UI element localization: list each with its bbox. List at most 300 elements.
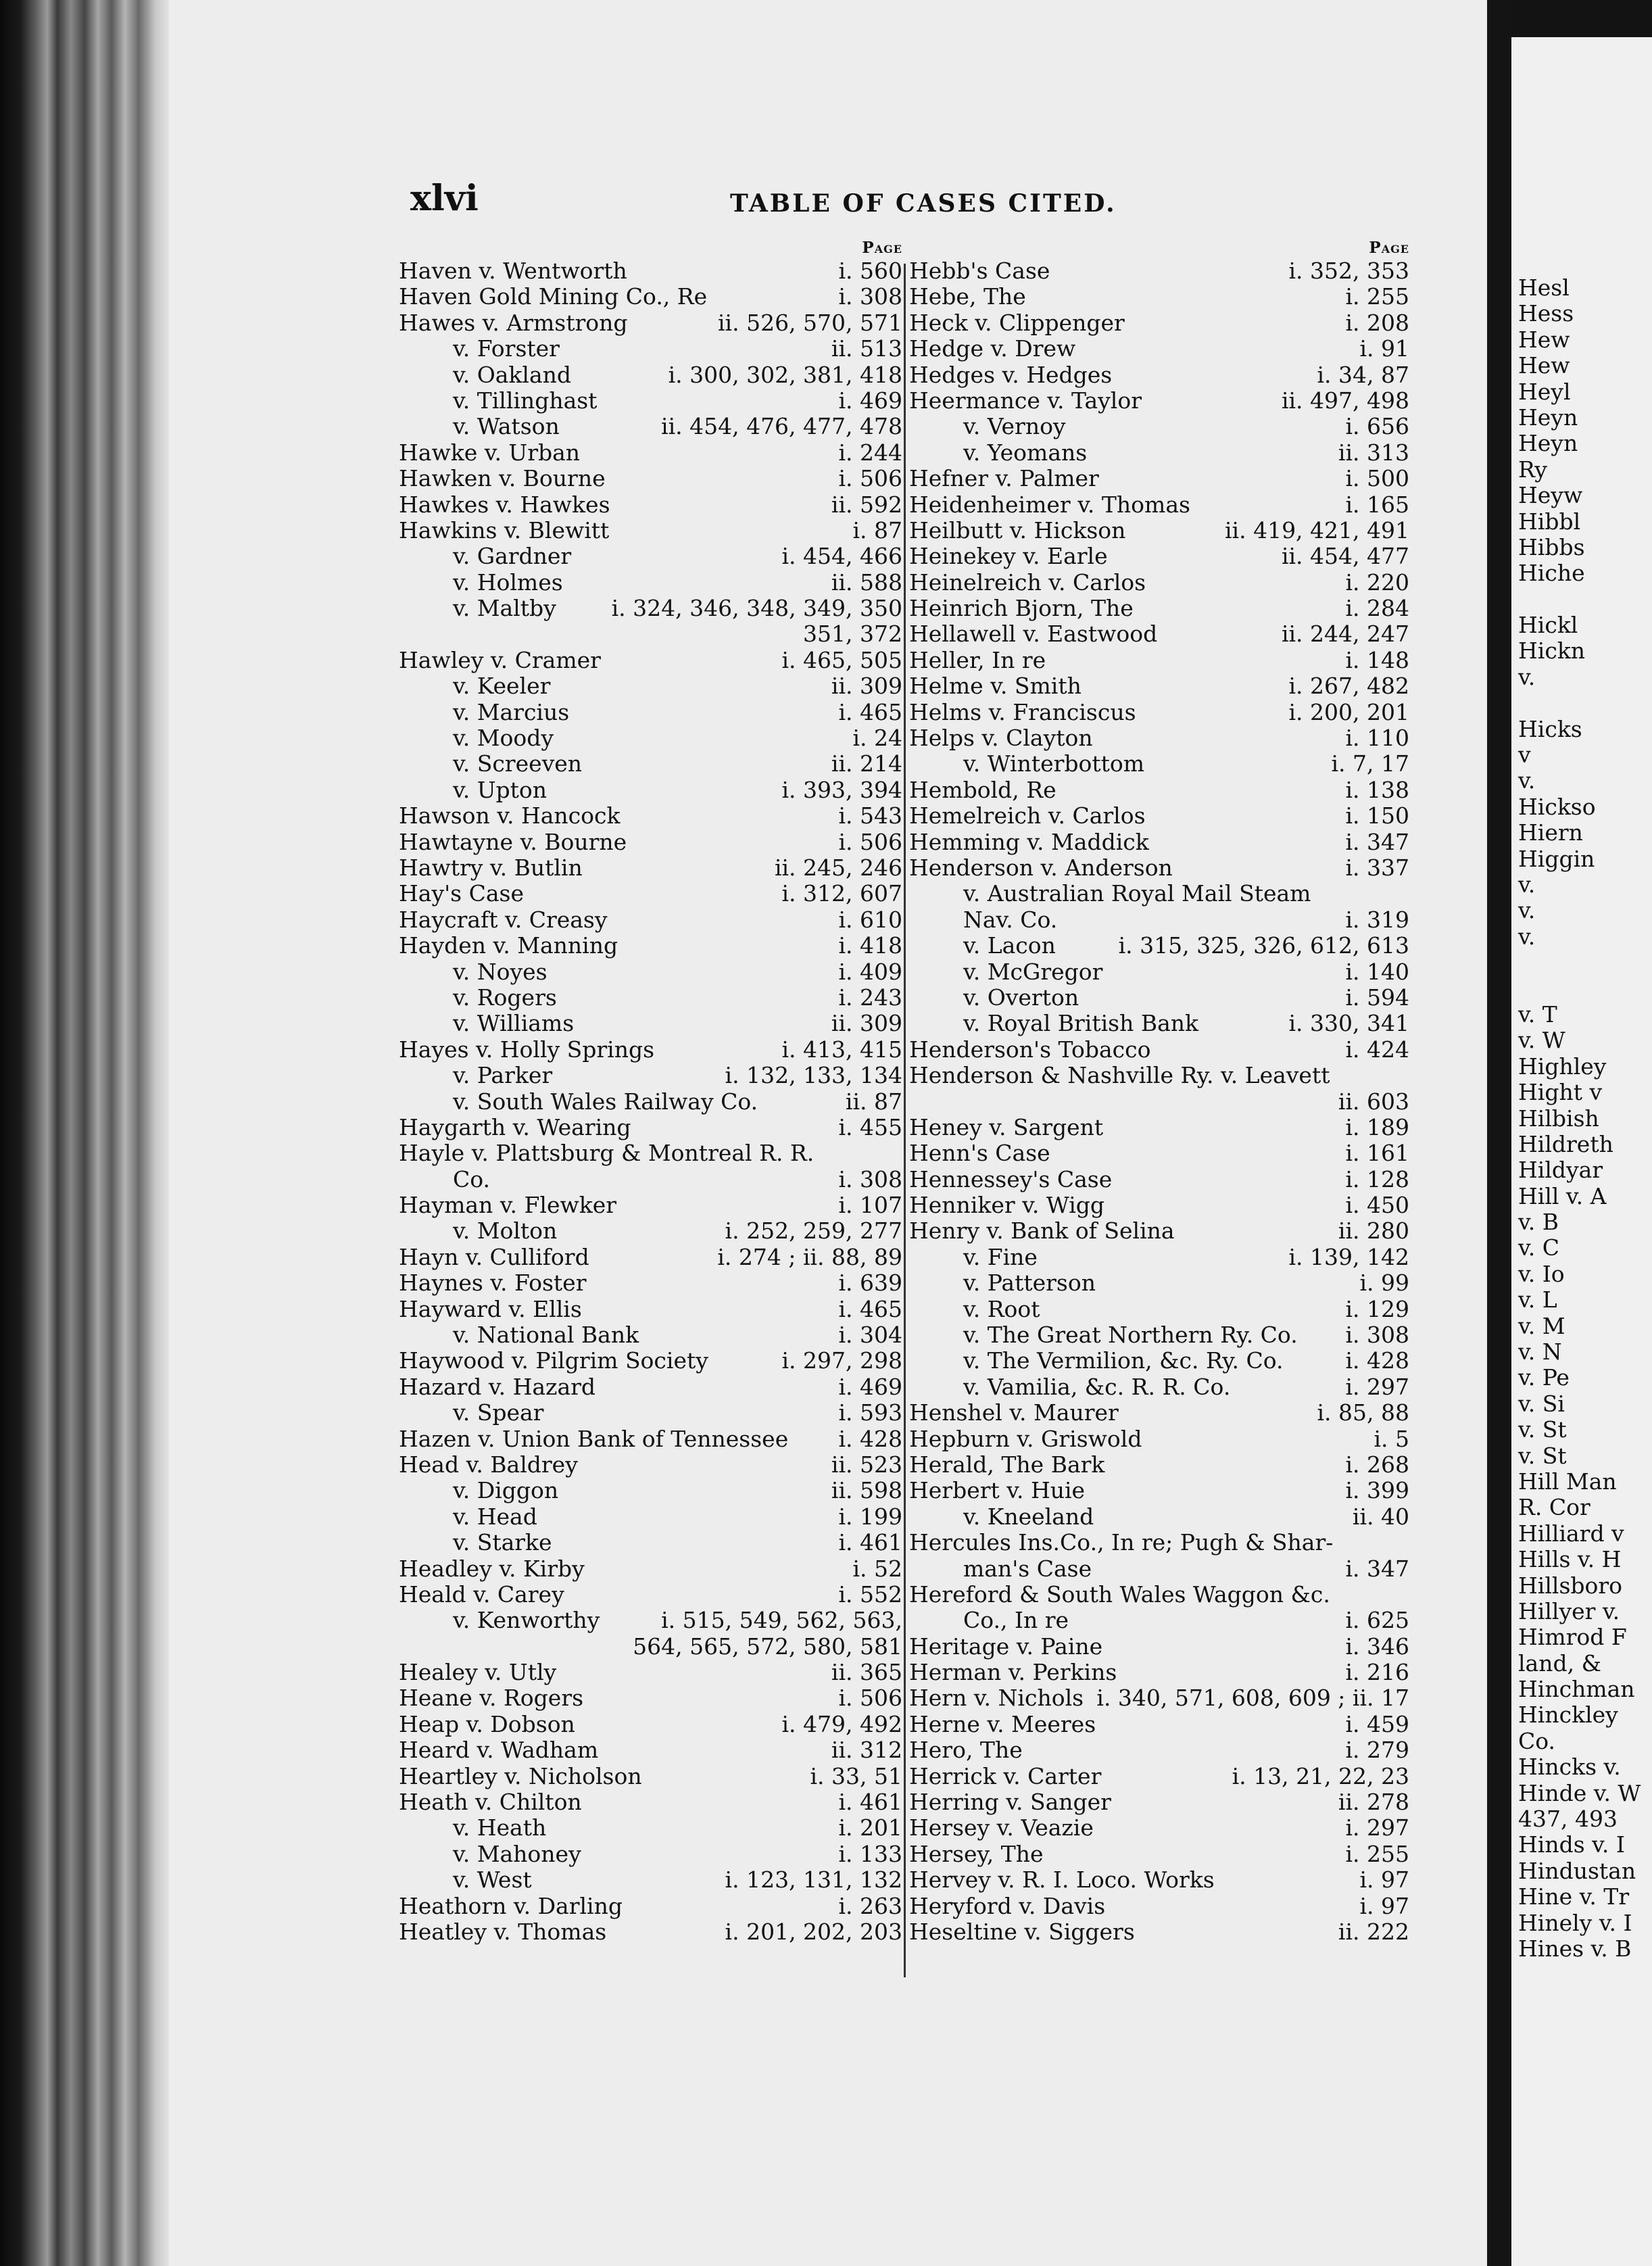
case-entry — [399, 1867, 902, 1893]
case-pages: i. 267, 482 — [1288, 673, 1409, 700]
next-page-fragment-line: Hibbs — [1518, 533, 1585, 560]
next-page-fragment-line: Hight v — [1518, 1079, 1603, 1106]
next-page-fragment-line: Hines v. B — [1518, 1935, 1632, 1962]
case-pages: i. 352, 353 — [1288, 258, 1409, 284]
case-pages: i. 91 — [1359, 335, 1409, 362]
case-pages: i. 297, 298 — [781, 1347, 902, 1374]
case-pages: ii. 523 — [831, 1451, 902, 1478]
case-name: Hembold, Re — [909, 776, 1056, 803]
case-pages: i. 347 — [1345, 828, 1409, 855]
case-entry — [909, 1089, 1409, 1115]
case-pages: ii. 603 — [1338, 1088, 1409, 1115]
case-pages: ii. 278 — [1338, 1789, 1409, 1816]
case-entry — [399, 1660, 902, 1685]
case-name: Hereford & South Wales Waggon &c. — [909, 1581, 1330, 1608]
next-page-fragment-line: Hiche — [1518, 560, 1585, 587]
case-name: v. McGregor — [963, 958, 1103, 985]
case-name: v. Keeler — [453, 673, 551, 700]
case-pages: i. 308 — [838, 283, 902, 310]
case-name: Hedges v. Hedges — [909, 361, 1113, 388]
case-entry — [909, 1737, 1409, 1763]
case-name: v. Watson — [453, 413, 560, 440]
case-name: Hedge v. Drew — [909, 335, 1076, 362]
case-name: Heatley v. Thomas — [399, 1919, 607, 1945]
case-entry — [399, 1374, 902, 1400]
case-entry — [399, 1192, 902, 1218]
case-name: Hawtayne v. Bourne — [399, 828, 627, 855]
case-pages: i. 274 ; ii. 88, 89 — [717, 1243, 902, 1270]
next-page-fragment-line: v. Io — [1518, 1260, 1565, 1287]
case-name: man's Case — [963, 1555, 1092, 1582]
case-pages: i. 216 — [1345, 1659, 1409, 1686]
case-name: v. Root — [963, 1295, 1040, 1322]
next-page-fragment-line: Hinchman — [1518, 1676, 1635, 1703]
next-page-fragment-line: Ry — [1518, 456, 1547, 483]
case-pages: i. 201, 202, 203 — [725, 1919, 902, 1945]
case-pages: ii. 365 — [831, 1659, 902, 1686]
case-entry — [909, 1478, 1409, 1503]
next-page-fragment-line: Hickl — [1518, 612, 1578, 639]
case-entry — [909, 985, 1409, 1011]
case-name: v. Noyes — [453, 958, 548, 985]
case-entry — [399, 1712, 902, 1737]
case-entry — [909, 933, 1409, 959]
next-page-fragment-line: v. — [1518, 767, 1536, 794]
next-page-fragment-line: Hicks — [1518, 715, 1582, 742]
case-name: v. Head — [453, 1503, 537, 1530]
case-pages: i. 315, 325, 326, 612, 613 — [1118, 932, 1409, 959]
case-name: Hay's Case — [399, 880, 524, 907]
case-entry — [399, 1245, 902, 1270]
case-name: v. Gardner — [453, 543, 572, 570]
case-entry — [909, 725, 1409, 751]
case-entry — [399, 1218, 902, 1244]
case-entry — [909, 570, 1409, 596]
case-name: Heseltine v. Siggers — [909, 1919, 1135, 1945]
case-name: v. Forster — [453, 335, 560, 362]
book-spine-edge — [0, 0, 169, 2266]
case-entry — [909, 1400, 1409, 1426]
case-entry — [909, 855, 1409, 881]
case-entry — [909, 777, 1409, 803]
case-entry — [909, 907, 1409, 933]
next-page-fragment-line: v. N — [1518, 1339, 1562, 1366]
case-entry — [399, 284, 902, 310]
case-pages: i. 252, 259, 277 — [725, 1218, 902, 1245]
case-name: v. Holmes — [453, 569, 563, 596]
next-page-fragment-line: Hess — [1518, 300, 1574, 327]
case-name: v. Moody — [453, 725, 554, 752]
case-name: Heilbutt v. Hickson — [909, 516, 1126, 544]
case-pages: i. 161 — [1345, 1140, 1409, 1167]
next-page-fragment-line: Hickso — [1518, 793, 1596, 820]
case-pages: ii. 454, 477 — [1281, 543, 1409, 570]
case-pages: i. 243 — [838, 984, 902, 1011]
case-name: Heney v. Sargent — [909, 1113, 1104, 1140]
case-entry — [399, 1685, 902, 1711]
case-name: v. Kneeland — [963, 1503, 1094, 1530]
case-name: Herman v. Perkins — [909, 1659, 1117, 1686]
case-pages: i. 132, 133, 134 — [725, 1062, 902, 1089]
case-pages: i. 515, 549, 562, 563, — [661, 1607, 902, 1634]
page-gutter — [1487, 0, 1511, 2266]
case-name: v. Marcius — [453, 698, 570, 725]
case-name: Hawken v. Bourne — [399, 465, 606, 492]
case-entry — [399, 258, 902, 284]
case-name: Hayman v. Flewker — [399, 1192, 617, 1219]
case-entry — [909, 959, 1409, 985]
case-pages: i. 140 — [1345, 958, 1409, 985]
case-pages: i. 189 — [1345, 1113, 1409, 1140]
case-entry — [909, 803, 1409, 829]
case-name: v. The Great Northern Ry. Co. — [963, 1322, 1298, 1349]
case-pages: ii. 313 — [1338, 439, 1409, 466]
case-entry — [399, 881, 902, 907]
case-name: Herbert v. Huie — [909, 1477, 1086, 1504]
next-page-fragment-line: Hinely v. I — [1518, 1909, 1632, 1936]
case-name: Haven v. Wentworth — [399, 258, 627, 284]
case-pages: i. 304 — [838, 1322, 902, 1349]
case-entry — [909, 258, 1409, 284]
case-entry — [399, 1140, 902, 1166]
case-entry — [399, 985, 902, 1011]
case-pages: i. 13, 21, 22, 23 — [1232, 1762, 1409, 1789]
case-entry — [909, 1348, 1409, 1374]
case-pages: i. 138 — [1345, 776, 1409, 803]
case-entry — [909, 1218, 1409, 1244]
case-pages: ii. 214 — [831, 750, 902, 777]
case-entry — [399, 1426, 902, 1452]
case-entry — [909, 1841, 1409, 1867]
case-name: Co. — [453, 1165, 491, 1192]
case-pages: i. 418 — [838, 932, 902, 959]
case-entry — [399, 1348, 902, 1374]
case-entry — [909, 1712, 1409, 1737]
case-pages: ii. 454, 476, 477, 478 — [661, 413, 902, 440]
next-page-fragment-line: Hiern — [1518, 819, 1583, 846]
case-entry — [909, 673, 1409, 699]
case-pages: i. 52 — [852, 1555, 902, 1582]
next-page-fragment-line: v. — [1518, 897, 1536, 924]
case-name: Henderson & Nashville Ry. v. Leavett — [909, 1062, 1330, 1089]
case-entry — [909, 621, 1409, 647]
case-entry — [909, 1815, 1409, 1841]
next-page-fragment-line: v. Si — [1518, 1390, 1565, 1417]
case-name: v. Screeven — [453, 750, 583, 777]
case-name: Hebb's Case — [909, 258, 1050, 284]
case-pages: i. 479, 492 — [781, 1710, 902, 1737]
next-page-fragment-line: Hesl — [1518, 274, 1570, 301]
case-name: Hawes v. Armstrong — [399, 309, 628, 336]
case-entry — [909, 1167, 1409, 1192]
case-name: Hemelreich v. Carlos — [909, 802, 1146, 829]
case-name: Hayes v. Holly Springs — [399, 1036, 655, 1063]
next-page-fragment-line: v. — [1518, 923, 1536, 950]
case-name: v. Diggon — [453, 1477, 559, 1504]
case-name: Hern v. Nichols — [909, 1685, 1084, 1712]
case-pages: ii. 87 — [845, 1088, 902, 1115]
next-page-fragment-line: Hickn — [1518, 637, 1586, 665]
case-pages: i. 610 — [838, 906, 902, 933]
case-pages: i. 24 — [852, 725, 902, 752]
case-name: Hellawell v. Eastwood — [909, 621, 1158, 648]
case-name: Headley v. Kirby — [399, 1555, 585, 1582]
case-name: Heinelreich v. Carlos — [909, 569, 1146, 596]
case-pages: i. 639 — [838, 1270, 902, 1297]
case-entry — [909, 1504, 1409, 1530]
next-page-fragment-line: Hindustan — [1518, 1857, 1636, 1884]
case-entry — [909, 388, 1409, 414]
case-name: Hazen v. Union Bank of Tennessee — [399, 1425, 789, 1452]
case-pages: i. 200, 201 — [1288, 698, 1409, 725]
case-name: v. The Vermilion, &c. Ry. Co. — [963, 1347, 1284, 1374]
case-entry — [909, 1426, 1409, 1452]
case-pages: i. 319 — [1345, 906, 1409, 933]
case-name: Hervey v. R. I. Loco. Works — [909, 1866, 1215, 1894]
case-pages: i. 506 — [838, 465, 902, 492]
case-pages: ii. 592 — [831, 491, 902, 518]
case-pages: i. 268 — [1345, 1451, 1409, 1478]
case-name: Hersey, The — [909, 1840, 1044, 1867]
case-name: Helme v. Smith — [909, 673, 1082, 700]
case-entry — [909, 1063, 1409, 1088]
next-page-fragment-line: v. St — [1518, 1442, 1567, 1469]
case-entry — [399, 1789, 902, 1815]
case-name: Hawkins v. Blewitt — [399, 516, 610, 544]
case-pages: i. 201 — [838, 1814, 902, 1841]
case-name: Heinrich Bjorn, The — [909, 595, 1134, 622]
case-entry — [909, 829, 1409, 855]
case-pages: i. 455 — [838, 1113, 902, 1140]
case-name: Henniker v. Wigg — [909, 1192, 1105, 1219]
page-column-header: Page — [1369, 239, 1409, 257]
case-entry — [399, 1894, 902, 1919]
case-name: Helps v. Clayton — [909, 725, 1093, 752]
case-name: v. Upton — [453, 776, 548, 803]
next-page-fragment-line — [1518, 976, 1641, 1002]
running-head: TABLE OF CASES CITED. — [730, 189, 1117, 218]
case-pages: 564, 565, 572, 580, 581 — [633, 1633, 902, 1660]
case-name: Hemming v. Maddick — [909, 828, 1149, 855]
case-entry — [909, 1660, 1409, 1685]
next-page-fragment-line: v. W — [1518, 1027, 1565, 1054]
case-name: v. Vernoy — [963, 413, 1066, 440]
case-pages: i. 469 — [838, 1373, 902, 1400]
case-pages: i. 340, 571, 608, 609 ; ii. 17 — [1096, 1685, 1409, 1712]
case-entry — [909, 544, 1409, 569]
next-page-fragment-line: Hew — [1518, 352, 1570, 379]
case-name: Hawley v. Cramer — [399, 646, 601, 673]
case-pages: i. 5 — [1374, 1425, 1409, 1452]
case-name: Heane v. Rogers — [399, 1685, 584, 1712]
case-entry — [399, 1530, 902, 1556]
case-name: Haywood v. Pilgrim Society — [399, 1347, 708, 1374]
case-name: v. Lacon — [963, 932, 1056, 959]
case-entry — [909, 1556, 1409, 1582]
next-page-fragment-line: v. Pe — [1518, 1364, 1570, 1391]
case-entry — [909, 1115, 1409, 1140]
case-entry — [909, 1037, 1409, 1063]
case-pages: i. 543 — [838, 802, 902, 829]
case-pages: i. 208 — [1345, 309, 1409, 336]
case-entry — [909, 1270, 1409, 1296]
case-name: v. Tillinghast — [453, 387, 598, 414]
case-entry — [909, 1789, 1409, 1815]
case-pages: i. 128 — [1345, 1165, 1409, 1192]
case-pages: i. 465 — [838, 698, 902, 725]
case-name: Head v. Baldrey — [399, 1451, 578, 1478]
case-name: Helms v. Franciscus — [909, 698, 1136, 725]
case-pages: i. 33, 51 — [810, 1762, 902, 1789]
case-pages: 351, 372 — [803, 621, 902, 648]
next-page-fragment-line: Hildreth — [1518, 1130, 1613, 1157]
case-entry — [909, 362, 1409, 388]
case-entry — [909, 1322, 1409, 1348]
case-name: v. Royal British Bank — [963, 1010, 1199, 1037]
case-pages: i. 85, 88 — [1317, 1399, 1409, 1426]
next-page-fragment-line: v. C — [1518, 1234, 1559, 1261]
case-pages: i. 330, 341 — [1288, 1010, 1409, 1037]
case-pages: i. 459 — [1345, 1710, 1409, 1737]
case-entry — [909, 1140, 1409, 1166]
case-entry — [909, 881, 1409, 907]
case-entry — [399, 1919, 902, 1945]
case-entry — [909, 466, 1409, 491]
next-page-fragment-line: v. M — [1518, 1312, 1565, 1339]
case-name: Heald v. Carey — [399, 1581, 564, 1608]
next-page-fragment-line: Hillyer v. — [1518, 1597, 1620, 1624]
case-entry — [399, 518, 902, 544]
left-entries — [399, 258, 902, 1945]
case-pages: ii. 222 — [1338, 1919, 1409, 1945]
case-pages: i. 244 — [838, 439, 902, 466]
case-entry — [399, 1556, 902, 1582]
next-page-fragment-line: land, & — [1518, 1649, 1601, 1677]
case-entry — [399, 1297, 902, 1322]
case-name: Hayn v. Culliford — [399, 1243, 589, 1270]
case-name: v. West — [453, 1866, 532, 1894]
case-entry — [399, 1011, 902, 1036]
next-page-fragment-line: Hill Man — [1518, 1468, 1617, 1495]
next-page-fragment-line: v. L — [1518, 1286, 1557, 1313]
case-pages: i. 139, 142 — [1288, 1243, 1409, 1270]
case-name: v. Winterbottom — [963, 750, 1145, 777]
case-pages: i. 284 — [1345, 595, 1409, 622]
case-name: Hepburn v. Griswold — [909, 1425, 1142, 1452]
case-name: Heidenheimer v. Thomas — [909, 491, 1190, 518]
case-name: Henn's Case — [909, 1140, 1050, 1167]
case-entry — [909, 1374, 1409, 1400]
case-pages: i. 399 — [1345, 1477, 1409, 1504]
case-pages: i. 552 — [838, 1581, 902, 1608]
case-pages: i. 129 — [1345, 1295, 1409, 1322]
case-pages: i. 428 — [1345, 1347, 1409, 1374]
case-pages: i. 346 — [1345, 1633, 1409, 1660]
right-entries — [909, 258, 1409, 1945]
case-name: Hawke v. Urban — [399, 439, 581, 466]
case-pages: i. 165 — [1345, 491, 1409, 518]
case-entry — [399, 1115, 902, 1140]
case-pages: i. 324, 346, 348, 349, 350 — [611, 595, 902, 622]
case-pages: i. 461 — [838, 1789, 902, 1816]
case-name: Henderson's Tobacco — [909, 1036, 1151, 1063]
case-entry — [909, 1685, 1409, 1711]
case-pages: i. 428 — [838, 1425, 902, 1452]
case-entry — [399, 1634, 902, 1660]
case-entry — [399, 1400, 902, 1426]
case-entry — [399, 1270, 902, 1296]
case-name: Heathorn v. Darling — [399, 1892, 623, 1919]
case-pages: i. 469 — [838, 387, 902, 414]
case-name: Healey v. Utly — [399, 1659, 557, 1686]
next-page-fragment-line: Hincks v. — [1518, 1754, 1621, 1781]
case-entry — [399, 725, 902, 751]
case-pages: i. 34, 87 — [1317, 361, 1409, 388]
case-entry — [399, 648, 902, 673]
case-pages: ii. 245, 246 — [774, 854, 902, 881]
case-name: v. Fine — [963, 1243, 1038, 1270]
case-pages: i. 393, 394 — [781, 776, 902, 803]
case-name: Hawkes v. Hawkes — [399, 491, 610, 518]
case-pages: ii. 419, 421, 491 — [1224, 516, 1409, 544]
case-entry — [399, 440, 902, 466]
case-name: v. South Wales Railway Co. — [453, 1088, 758, 1115]
next-page-fragment-line: Co. — [1518, 1727, 1556, 1754]
case-name: v. Williams — [453, 1010, 575, 1037]
case-pages: i. 625 — [1345, 1607, 1409, 1634]
case-entry — [909, 1192, 1409, 1218]
case-name: Heartley v. Nicholson — [399, 1762, 642, 1789]
case-name: Heller, In re — [909, 646, 1046, 673]
case-pages: i. 347 — [1345, 1555, 1409, 1582]
case-entry — [399, 829, 902, 855]
case-pages: i. 593 — [838, 1399, 902, 1426]
case-entry — [399, 803, 902, 829]
case-entry — [909, 1894, 1409, 1919]
case-name: Haven Gold Mining Co., Re — [399, 283, 708, 310]
next-page-fragment-line: Hine v. Tr — [1518, 1883, 1630, 1910]
case-name: Heritage v. Paine — [909, 1633, 1103, 1660]
case-name: v. Spear — [453, 1399, 544, 1426]
case-pages: i. 506 — [838, 1685, 902, 1712]
next-page-fragment-line: Hildyar — [1518, 1157, 1603, 1184]
case-name: v. Australian Royal Mail Steam — [963, 880, 1311, 907]
case-pages: ii. 280 — [1338, 1218, 1409, 1245]
case-name: Co., In re — [963, 1607, 1069, 1634]
case-pages: i. 150 — [1345, 802, 1409, 829]
case-entry — [399, 673, 902, 699]
case-pages: ii. 309 — [831, 1010, 902, 1037]
case-entry — [909, 414, 1409, 439]
next-page-lines — [1518, 275, 1641, 1962]
case-name: Hayden v. Manning — [399, 932, 618, 959]
case-entry — [909, 518, 1409, 544]
case-name: Hawson v. Hancock — [399, 802, 621, 829]
next-page-fragment-line: v. St — [1518, 1416, 1567, 1443]
next-page-fragment-line: v. T — [1518, 1001, 1557, 1028]
case-name: Hennessey's Case — [909, 1165, 1113, 1192]
case-name: Hero, The — [909, 1737, 1023, 1764]
case-pages: i. 424 — [1345, 1036, 1409, 1063]
case-entry — [399, 388, 902, 414]
case-entry — [399, 1037, 902, 1063]
case-entry — [399, 1478, 902, 1503]
case-pages: i. 656 — [1345, 413, 1409, 440]
case-name: v. Kenworthy — [453, 1607, 600, 1634]
case-name: Heath v. Chilton — [399, 1789, 582, 1816]
case-name: Heermance v. Taylor — [909, 387, 1142, 414]
case-name: v. National Bank — [453, 1322, 639, 1349]
